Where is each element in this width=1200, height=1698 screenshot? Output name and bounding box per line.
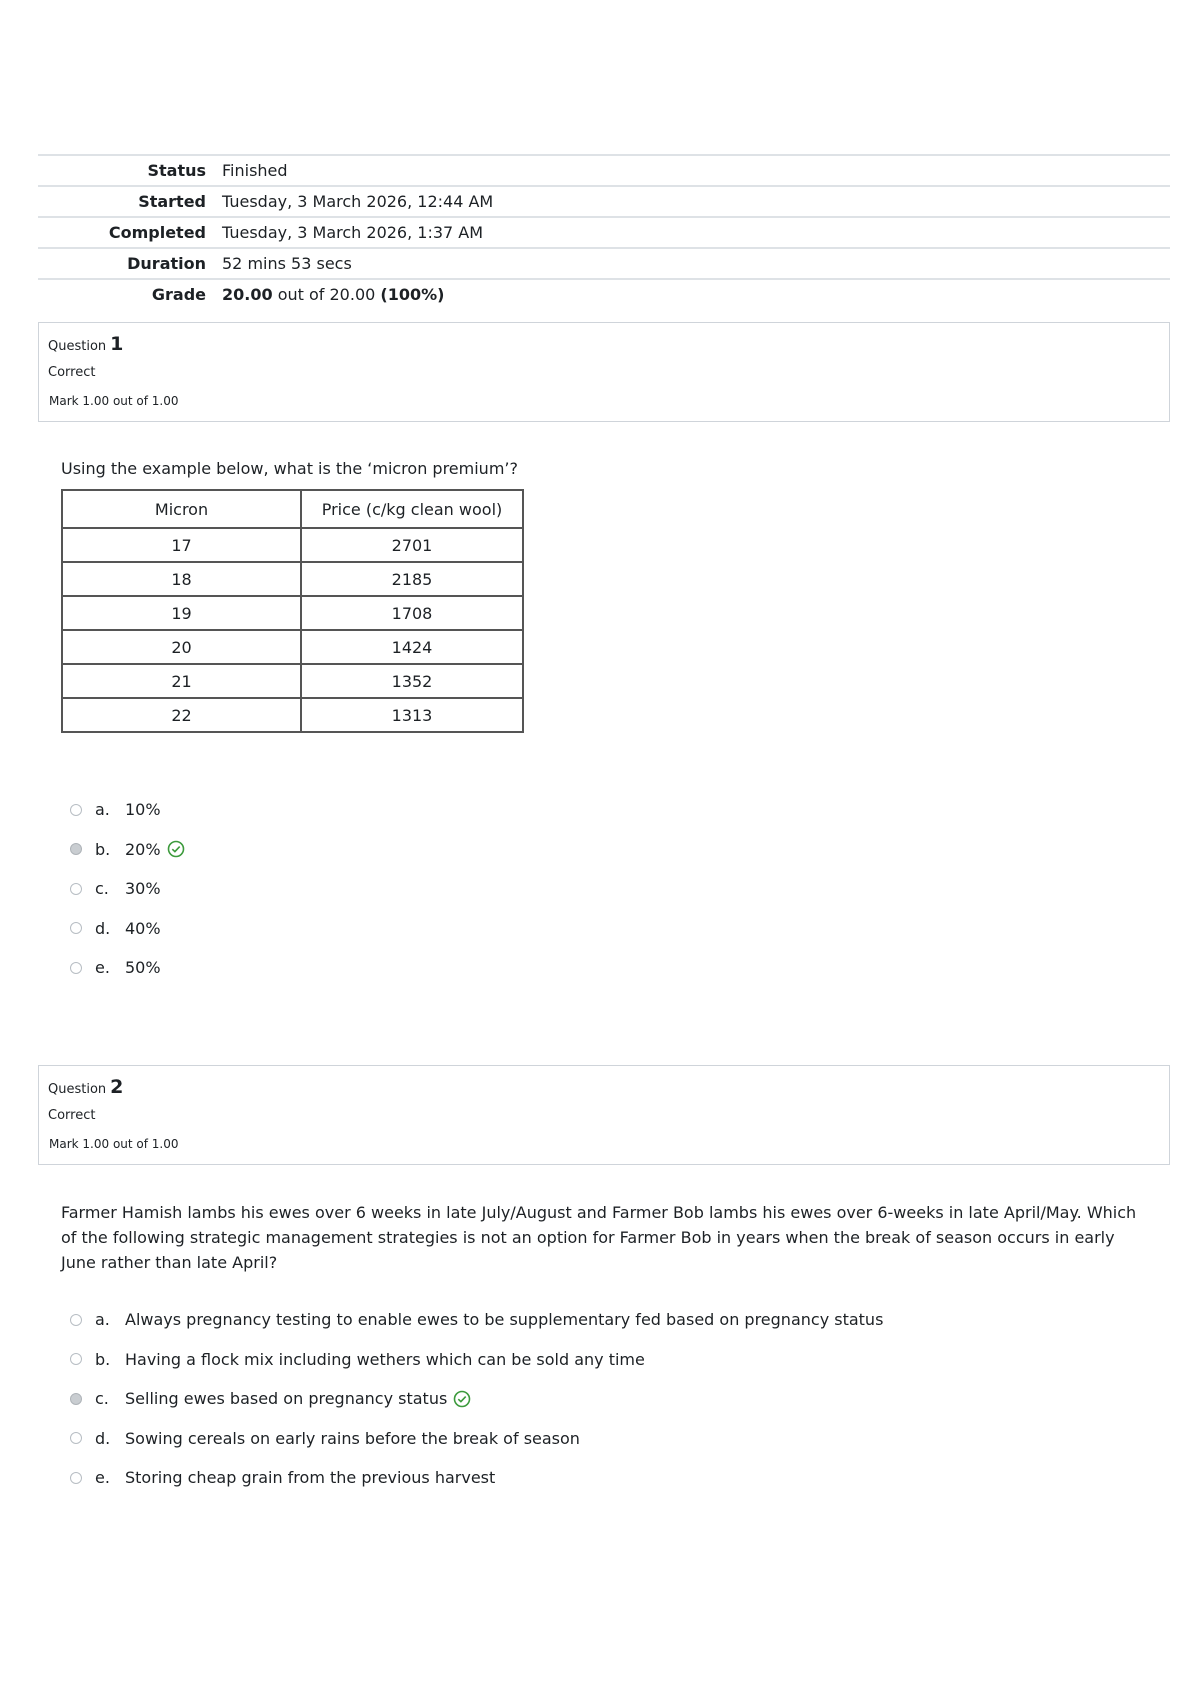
summary-label: Started (138, 192, 206, 211)
question-label: Question (48, 1082, 107, 1097)
radio-button[interactable] (70, 922, 82, 934)
summary-value: Tuesday, 3 March 2026, 1:37 AM (222, 223, 484, 242)
summary-row-grade (38, 279, 1170, 309)
table-cell: 1313 (301, 698, 523, 732)
grade-value (222, 279, 1170, 309)
correct-check-icon (453, 1390, 471, 1408)
answer-list-1 (70, 790, 185, 988)
answer-letter: d. (95, 1428, 111, 1448)
summary-row-started (38, 186, 1170, 217)
correct-check-icon (167, 840, 185, 858)
question-text-1: Using the example below, what is the ‘micron premium’? (61, 459, 518, 478)
answer-option-e[interactable] (70, 1458, 883, 1498)
answer-letter: e. (95, 958, 110, 978)
question-number (48, 333, 123, 355)
summary-value: Finished (222, 161, 288, 180)
question-state: Correct (48, 1108, 96, 1123)
column-header: Price (c/kg clean wool) (301, 490, 523, 528)
answer-text: Always pregnancy testing to enable ewes to be supplementary fed based on pregnancy status (125, 1310, 884, 1330)
summary-row-duration (38, 248, 1170, 279)
question-mark: Mark 1.00 out of 1.00 (49, 1137, 179, 1151)
summary-label: Completed (108, 223, 206, 242)
answer-letter: a. (95, 800, 110, 820)
question-text-2: Farmer Hamish lambs his ewes over 6 weeks in late July/August and Farmer Bob lambs his ewes over 6-weeks in late April/May. Which of the following strategic management strategies is not an option for Farmer Bob in years when the break of season occurs in early June rather than late April? (61, 1203, 1137, 1272)
answer-option-b[interactable] (70, 1340, 883, 1380)
radio-button[interactable] (70, 1353, 82, 1365)
summary-label: Grade (151, 285, 206, 304)
question-label: Question (48, 339, 107, 354)
radio-button[interactable] (70, 1432, 82, 1444)
question-num: 1 (110, 333, 124, 355)
table-cell: 19 (62, 596, 301, 630)
answer-option-d[interactable] (70, 909, 185, 949)
question-info-2 (38, 1065, 1170, 1165)
answer-option-b[interactable] (70, 830, 185, 870)
table-row (62, 664, 523, 698)
table-row (62, 630, 523, 664)
radio-button[interactable] (70, 1472, 82, 1484)
question-state: Correct (48, 365, 96, 380)
table-cell: 2701 (301, 528, 523, 562)
answer-letter: a. (95, 1310, 110, 1330)
table-row (62, 596, 523, 630)
question-num: 2 (110, 1076, 124, 1098)
question-info-1 (38, 322, 1170, 422)
answer-option-c[interactable] (70, 869, 185, 909)
answer-text: 50% (125, 958, 161, 978)
summary-row-status (38, 155, 1170, 186)
table-row (62, 698, 523, 732)
grade-out-of: out of 20.00 (277, 285, 376, 304)
answer-letter: b. (95, 1349, 111, 1369)
table-cell: 18 (62, 562, 301, 596)
answer-list-2 (70, 1300, 883, 1498)
answer-option-a[interactable] (70, 790, 185, 830)
answer-letter: c. (95, 879, 109, 899)
table-cell: 1424 (301, 630, 523, 664)
column-header: Micron (62, 490, 301, 528)
radio-button[interactable] (70, 804, 82, 816)
answer-text: Storing cheap grain from the previous harvest (125, 1468, 496, 1488)
answer-text: 20% (125, 839, 161, 859)
answer-letter: e. (95, 1468, 110, 1488)
table-cell: 22 (62, 698, 301, 732)
table-header-row (62, 490, 523, 528)
table-cell: 20 (62, 630, 301, 664)
question-mark: Mark 1.00 out of 1.00 (49, 394, 179, 408)
question-number (48, 1076, 123, 1098)
table-cell: 1708 (301, 596, 523, 630)
summary-label: Status (147, 161, 206, 180)
answer-text: 10% (125, 800, 161, 820)
answer-text: 40% (125, 918, 161, 938)
answer-option-e[interactable] (70, 948, 185, 988)
micron-price-table (61, 489, 524, 733)
table-cell: 1352 (301, 664, 523, 698)
table-row (62, 562, 523, 596)
table-row (62, 528, 523, 562)
answer-text: Sowing cereals on early rains before the break of season (125, 1428, 580, 1448)
answer-letter: d. (95, 918, 111, 938)
summary-row-completed (38, 217, 1170, 248)
radio-button[interactable] (70, 883, 82, 895)
table-cell: 17 (62, 528, 301, 562)
summary-value: 52 mins 53 secs (222, 254, 352, 273)
answer-option-a[interactable] (70, 1300, 883, 1340)
radio-button[interactable] (70, 962, 82, 974)
radio-button[interactable] (70, 1314, 82, 1326)
radio-button-selected[interactable] (70, 843, 82, 855)
answer-text: 30% (125, 879, 161, 899)
attempt-summary (38, 154, 1170, 309)
answer-option-c[interactable] (70, 1379, 883, 1419)
table-cell: 2185 (301, 562, 523, 596)
answer-text: Having a flock mix including wethers which can be sold any time (125, 1349, 645, 1369)
summary-value: Tuesday, 3 March 2026, 12:44 AM (222, 192, 494, 211)
radio-button-selected[interactable] (70, 1393, 82, 1405)
answer-letter: b. (95, 839, 111, 859)
grade-score: 20.00 (222, 285, 273, 304)
answer-letter: c. (95, 1389, 109, 1409)
answer-option-d[interactable] (70, 1419, 883, 1459)
grade-percent: (100%) (380, 285, 445, 304)
answer-text: Selling ewes based on pregnancy status (125, 1389, 448, 1409)
table-cell: 21 (62, 664, 301, 698)
summary-label: Duration (127, 254, 206, 273)
